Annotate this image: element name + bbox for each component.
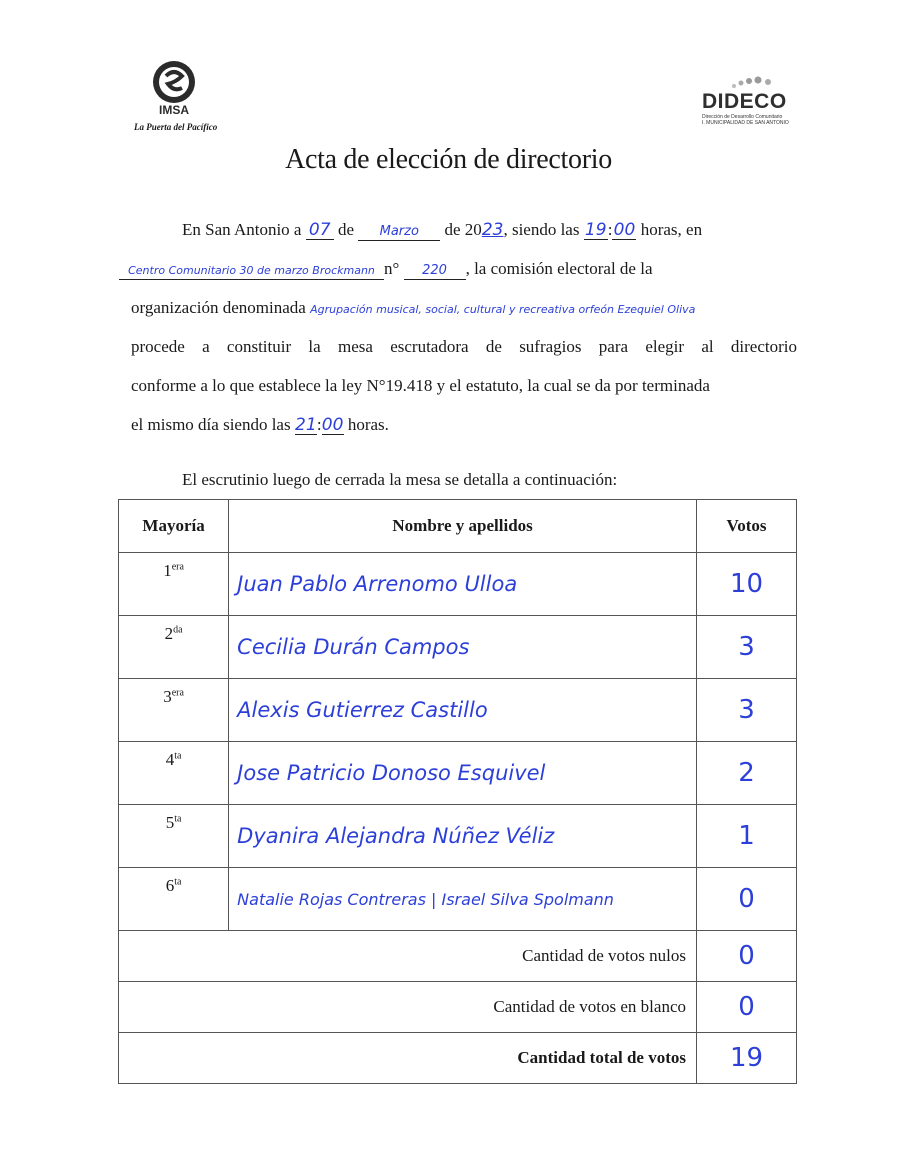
blank-votes-label: Cantidad de votos en blanco [119,982,697,1033]
document-title: Acta de elección de directorio [285,144,612,175]
rank-suffix: era [171,687,184,699]
header-rank: Mayoría [119,500,229,553]
text-el-mismo-dia: el mismo día siendo las [131,415,291,434]
imsa-seal-icon [130,58,220,122]
month-field: Marzo [358,223,440,241]
candidate-votes: 0 [697,868,797,931]
rank-number: 2 [164,624,174,643]
blank-votes-row [119,982,797,1033]
rank-suffix: ta [174,876,182,888]
rank-number: 1 [163,561,172,580]
candidate-votes: 3 [697,679,797,742]
candidate-name: Natalie Rojas Contreras | Israel Silva Spolmann [229,868,697,931]
text-de-20: de 20 [444,220,482,239]
rank-cell [119,679,229,742]
null-votes-label: Cantidad de votos nulos [119,931,697,982]
total-votes-value: 19 [697,1033,797,1084]
results-table [118,499,797,1084]
text-horas-en: horas, en [640,220,703,239]
rank-suffix: ta [174,750,182,762]
body-line-4: procede a constituir la mesa escrutadora de sufragios para elegir al directorio [131,337,797,356]
organization-field: Agrupación musical, social, cultural y recreativa orfeón Ezequiel Oliva [310,303,696,316]
body-line-3 [131,288,797,327]
text-horas: horas. [347,415,389,434]
total-votes-label: Cantidad total de votos [119,1033,697,1084]
table-row [119,679,797,742]
body-line-1 [131,210,797,249]
rank-suffix: era [171,561,184,573]
candidate-name: Dyanira Alejandra Núñez Véliz [229,805,697,868]
number-field: 220 [404,262,466,280]
text-numero: n° [384,259,400,278]
end-minute-field: 00 [321,415,344,435]
text-siendo-las: , siendo las [503,220,580,239]
rank-suffix: ta [174,813,182,825]
table-row [119,868,797,931]
candidate-name: Juan Pablo Arrenomo Ulloa [229,553,697,616]
intro-line [131,460,848,499]
end-hour-field: 21 [295,415,317,435]
year-field: 23 [481,220,504,240]
body-line-2 [119,249,797,288]
place-field: Centro Comunitario 30 de marzo Brockmann [119,262,384,280]
candidate-name: Cecilia Durán Campos [229,616,697,679]
rank-cell [119,805,229,868]
table-row [119,805,797,868]
imsa-motto: La Puerta del Pacífico [134,122,218,132]
text-organizacion: organización denominada [131,298,306,317]
text-escrutinio: El escrutinio luego de cerrada la mesa se detalla a continuación: [182,470,618,489]
body-paragraph [128,210,797,444]
rank-cell [119,868,229,931]
null-votes-value: 0 [697,931,797,982]
minute-field: 00 [613,220,636,240]
candidate-name: Jose Patricio Donoso Esquivel [229,742,697,805]
rank-cell [119,742,229,805]
rank-number: 6 [165,876,175,895]
dideco-subtitle [702,114,789,126]
rank-number: 3 [163,687,172,706]
table-header-row [119,500,797,553]
text-colon: : [607,220,613,239]
header-name: Nombre y apellidos [229,500,697,553]
rank-cell [119,616,229,679]
total-votes-row [119,1033,797,1084]
imsa-logo [130,58,230,138]
candidate-votes: 10 [697,553,797,616]
candidate-votes: 1 [697,805,797,868]
rank-number: 4 [165,750,175,769]
candidate-votes: 3 [697,616,797,679]
blank-votes-value: 0 [697,982,797,1033]
hour-field: 19 [584,220,607,240]
candidate-votes: 2 [697,742,797,805]
body-line-5: conforme a lo que establece la ley N°19.418 y el estatuto, la cual se da por terminada [131,376,710,395]
rank-cell [119,553,229,616]
rank-suffix: da [173,624,183,636]
dideco-dots-icon [730,74,790,90]
dideco-sub-1: Dirección de Desarrollo Comunitario [702,114,783,120]
table-row [119,742,797,805]
dideco-sub-2: I. MUNICIPALIDAD DE SAN ANTONIO [702,120,789,126]
table-row [119,616,797,679]
rank-number: 5 [165,813,175,832]
table-row [119,553,797,616]
text-colon-2: : [316,415,322,434]
body-line-6 [131,405,797,444]
header-votes: Votos [697,500,797,553]
text-de: de [337,220,355,239]
text-en-san-antonio: En San Antonio a [182,220,302,239]
dideco-logo [700,74,800,134]
dideco-brand: DIDECO [702,90,787,113]
day-field: 07 [306,222,334,240]
imsa-logo-name: IMSA [159,103,189,117]
text-comision: , la comisión electoral de la [465,259,653,278]
null-votes-row [119,931,797,982]
candidate-name: Alexis Gutierrez Castillo [229,679,697,742]
